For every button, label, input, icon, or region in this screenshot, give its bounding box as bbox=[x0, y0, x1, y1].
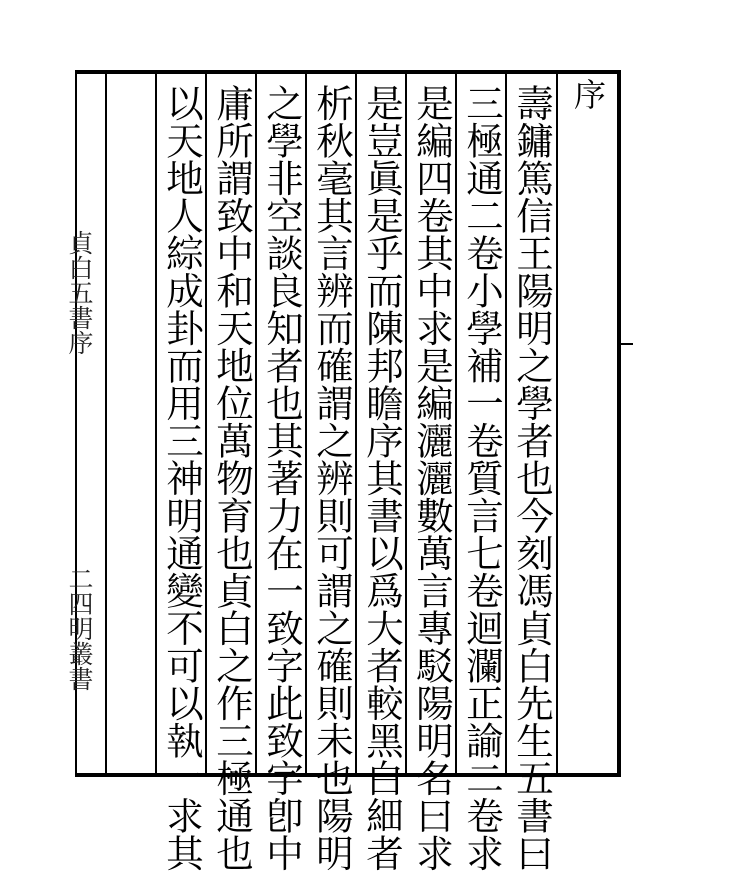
column-rule bbox=[405, 74, 407, 773]
text-column-8: 以天地人綜成卦而用三神明通變不可以執一求其 bbox=[160, 84, 204, 872]
book-title: 貞白五書 bbox=[65, 230, 94, 330]
column-rule bbox=[305, 74, 307, 773]
margin-title bbox=[64, 230, 94, 355]
text-column-2: 三極通二卷小學補一卷質言七卷迴瀾正諭二卷求 bbox=[460, 84, 504, 872]
text-column-3: 是編四卷其中求是編灑灑數萬言專駁陽明名曰求 bbox=[410, 84, 454, 872]
text-column-4: 是豈眞是乎而陳邦瞻序其書以爲大者較黑白細者 bbox=[360, 84, 404, 872]
frame-right-border bbox=[617, 70, 621, 777]
collection-name: 四明叢書 bbox=[65, 591, 94, 691]
margin-footer bbox=[64, 566, 94, 691]
page-number: 二 bbox=[65, 566, 94, 591]
section-heading: 序 bbox=[569, 78, 607, 110]
fold-mark bbox=[621, 343, 633, 345]
column-rule bbox=[105, 74, 107, 773]
text-column-1: 壽鏞篤信王陽明之學者也今刻馮貞白先生五書曰 bbox=[510, 84, 554, 872]
column-rule bbox=[455, 74, 457, 773]
text-column-7: 庸所謂致中和天地位萬物育也貞白之作三極通也 bbox=[210, 84, 254, 872]
column-rule bbox=[205, 74, 207, 773]
column-rule bbox=[355, 74, 357, 773]
margin-section: 序 bbox=[65, 330, 94, 355]
column-rule bbox=[505, 74, 507, 773]
column-rule bbox=[556, 74, 558, 773]
column-rule bbox=[255, 74, 257, 773]
column-rule bbox=[155, 74, 157, 773]
text-column-6: 之學非空談良知者也其著力在一致字此致字卽中 bbox=[260, 84, 304, 872]
text-column-5: 析秋毫其言辨而確謂之辨則可謂之確則未也陽明 bbox=[310, 84, 354, 872]
